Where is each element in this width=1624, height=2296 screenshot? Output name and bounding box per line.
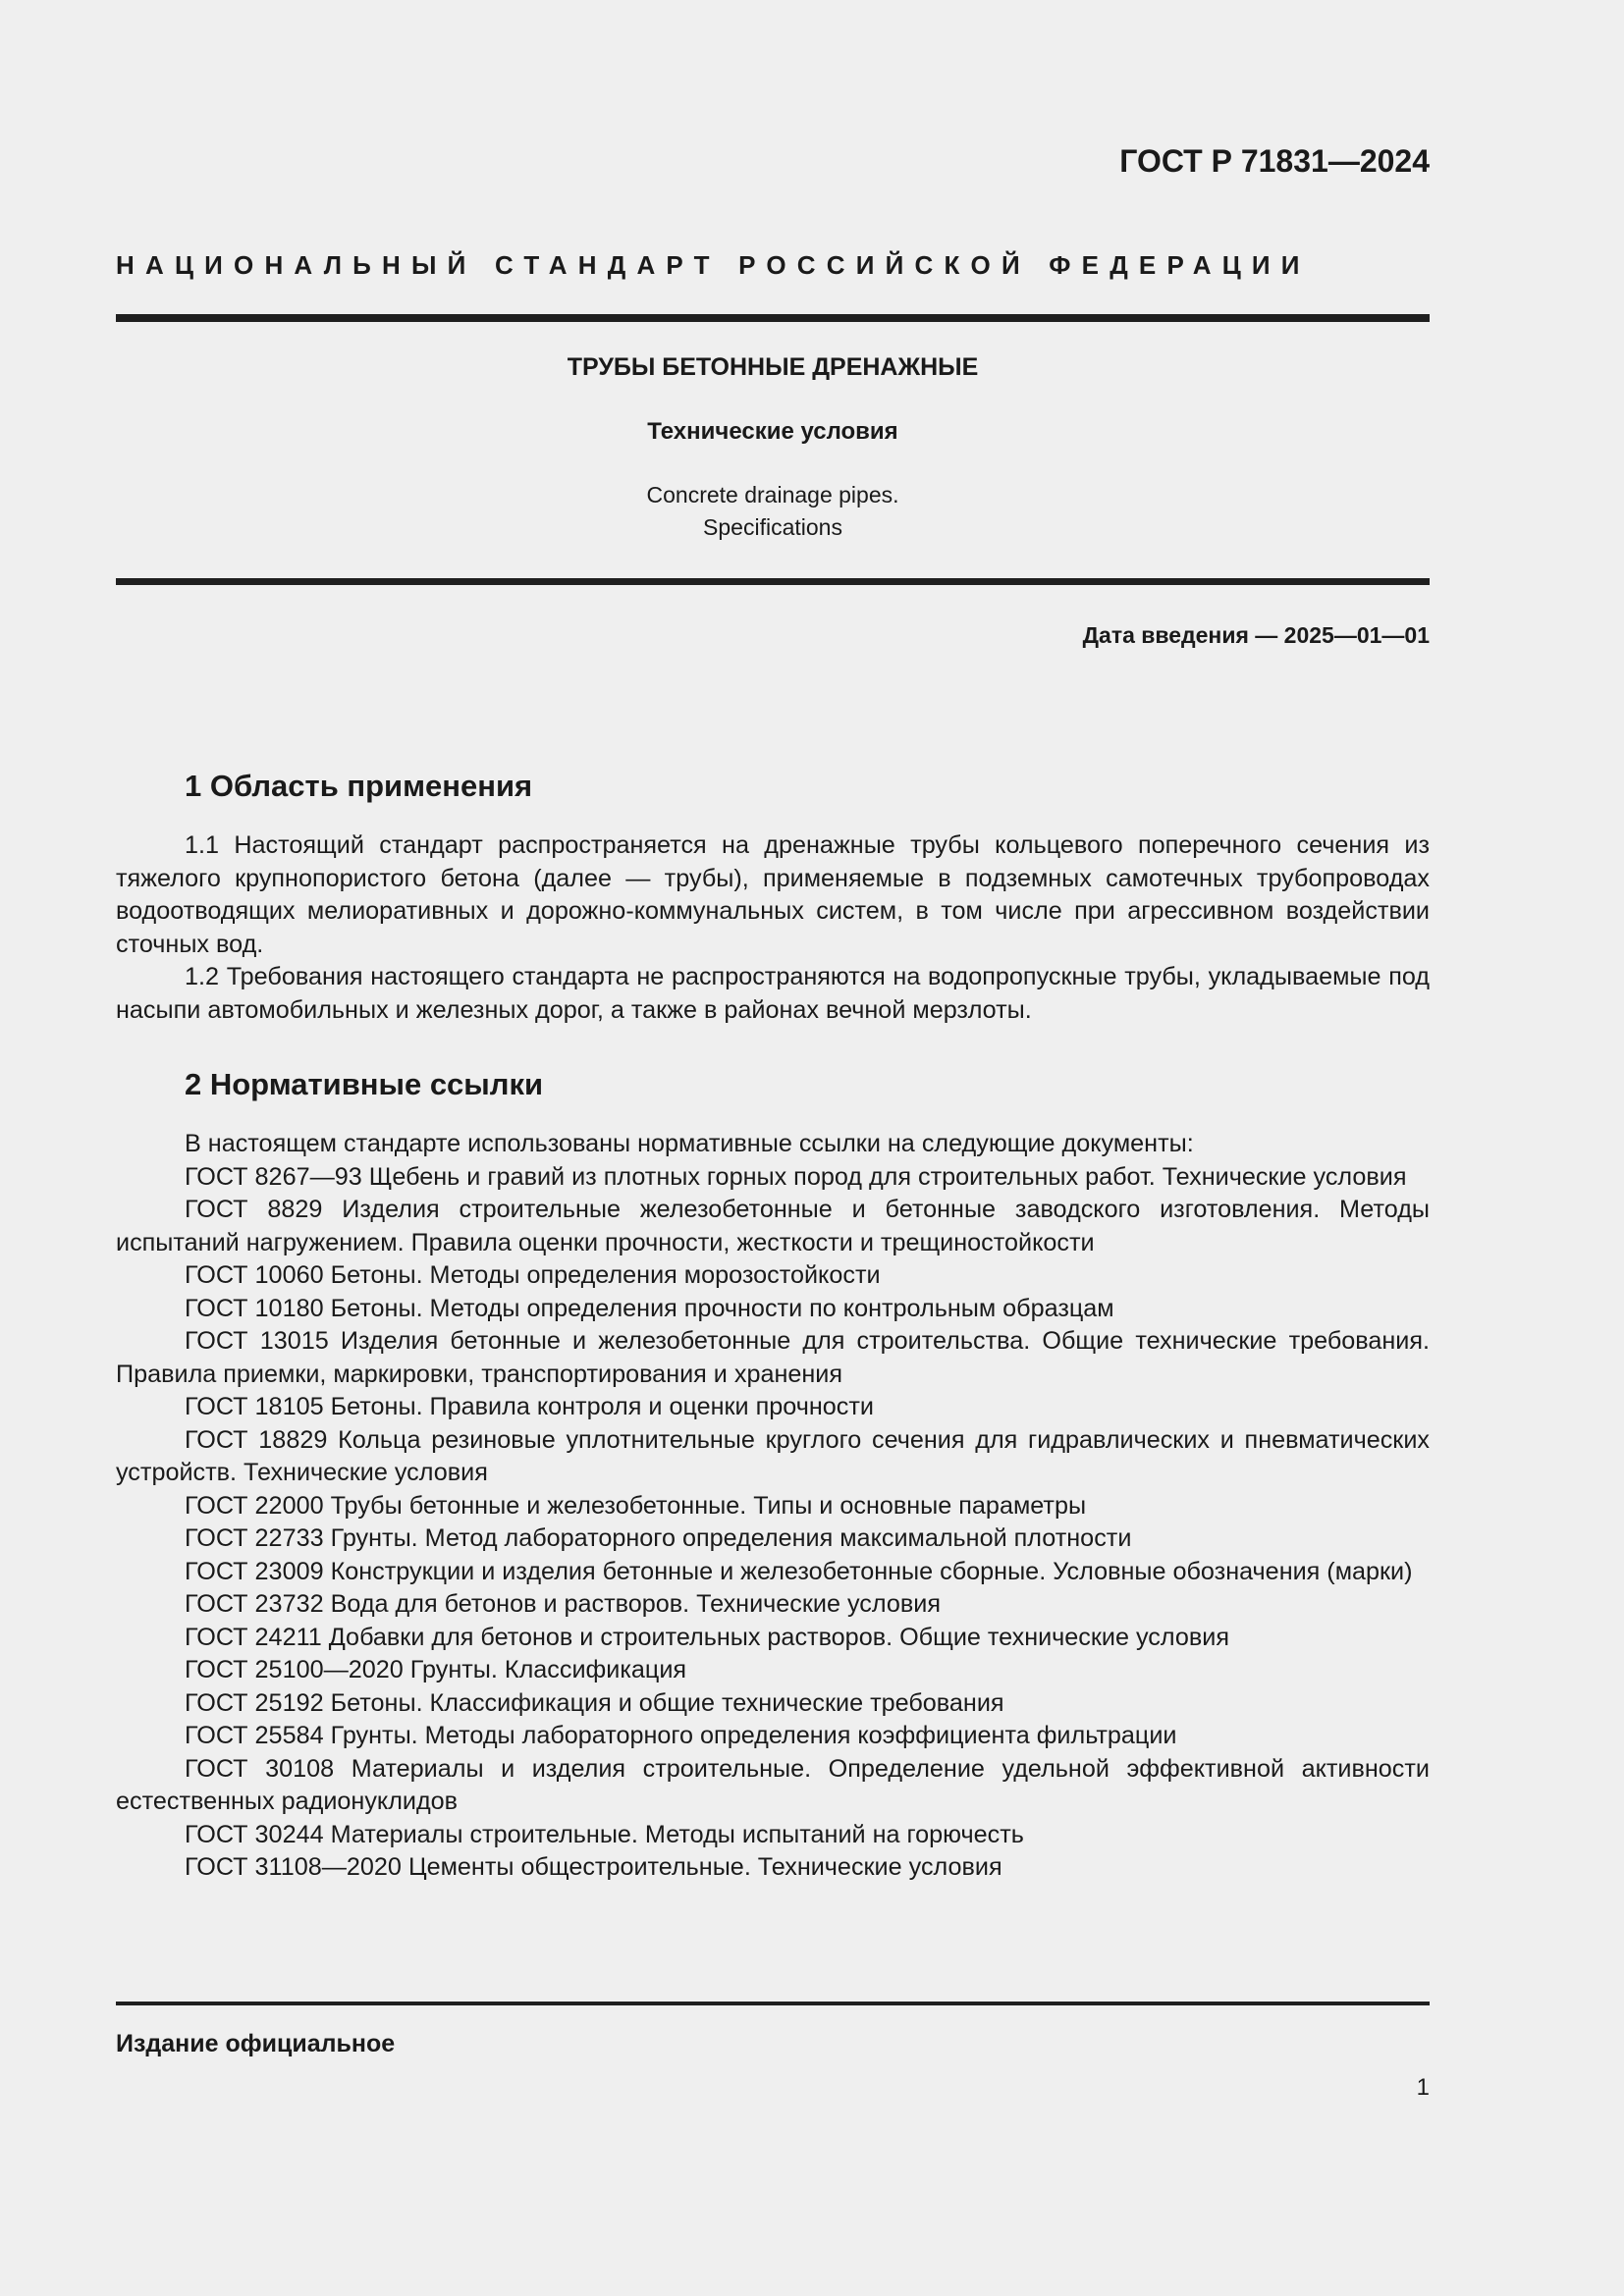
reference-item: ГОСТ 24211 Добавки для бетонов и строительных растворов. Общие технические условия (185, 1623, 1229, 1651)
document-subtitle: Технические условия (647, 418, 898, 445)
footer-divider (116, 2002, 1430, 2005)
english-title (116, 479, 1430, 544)
reference-item: ГОСТ 22733 Грунты. Метод лабораторного определения максимальной плотности (185, 1524, 1132, 1552)
reference-item: ГОСТ 25192 Бетоны. Классификация и общие технические требования (185, 1688, 1004, 1717)
reference-item: ГОСТ 23732 Вода для бетонов и растворов. Технические условия (185, 1590, 941, 1618)
page-number: 1 (1416, 2074, 1430, 2101)
references-intro: В настоящем стандарте использованы нормативные ссылки на следующие документы: (185, 1130, 1194, 1157)
reference-item: ГОСТ 18105 Бетоны. Правила контроля и оценки прочности (185, 1393, 874, 1420)
reference-item: ГОСТ 25100—2020 Грунты. Классификация (185, 1656, 687, 1683)
title-divider (116, 578, 1430, 585)
national-standard-title: НАЦИОНАЛЬНЫЙ СТАНДАРТ РОССИЙСКОЙ ФЕДЕРАЦИИ (116, 250, 1311, 280)
introduction-date: Дата введения — 2025—01—01 (1082, 622, 1430, 648)
header-divider (116, 314, 1430, 322)
references-list (116, 1128, 1430, 1885)
reference-item: ГОСТ 30244 Материалы строительные. Методы испытаний на горючесть (185, 1820, 1024, 1848)
document-code: ГОСТ Р 71831—2024 (1119, 143, 1430, 179)
reference-item: ГОСТ 22000 Трубы бетонные и железобетонные. Типы и основные параметры (185, 1491, 1087, 1520)
reference-item: ГОСТ 8829 Изделия строительные железобетонные и бетонные заводского изготовления. Методы испытаний нагружением. Правила оценки прочности, жесткости и трещиностойкости (116, 1196, 1430, 1256)
reference-item: ГОСТ 10060 Бетоны. Методы определения морозостойкости (185, 1261, 881, 1289)
official-edition-note: Издание официальное (116, 2030, 396, 2057)
section-scope-body (116, 829, 1430, 1027)
section-references-heading: 2 Нормативные ссылки (185, 1067, 544, 1101)
english-title-line-2: Specifications (703, 514, 842, 540)
document-page (116, 0, 1430, 2296)
reference-item: ГОСТ 10180 Бетоны. Методы определения прочности по контрольным образцам (185, 1294, 1114, 1322)
section-scope-heading: 1 Область применения (185, 769, 533, 803)
scope-paragraph: 1.2 Требования настоящего стандарта не распространяются на водопропускные трубы, укладываемые под насыпи автомобильных и железных дорог, а также в районах вечной мерзлоты. (116, 963, 1430, 1024)
reference-item: ГОСТ 30108 Материалы и изделия строительные. Определение удельной эффективной активности естественных радионуклидов (116, 1754, 1430, 1815)
reference-item: ГОСТ 31108—2020 Цементы общестроительные. Технические условия (185, 1853, 1002, 1881)
reference-item: ГОСТ 23009 Конструкции и изделия бетонные и железобетонные сборные. Условные обозначения (марки) (185, 1557, 1413, 1585)
reference-item: ГОСТ 18829 Кольца резиновые уплотнительные круглого сечения для гидравлических и пневматических устройств. Технические условия (116, 1425, 1430, 1486)
document-title: ТРУБЫ БЕТОННЫЕ ДРЕНАЖНЫЕ (567, 353, 979, 381)
scope-paragraph: 1.1 Настоящий стандарт распространяется на дренажные трубы кольцевого поперечного сечения из тяжелого крупнопористого бетона (далее — трубы), применяемые в подземных самотечных трубопроводах водоотводящих мелиоративных и дорожно-коммунальных систем, в том числе при агрессивном воздействии сточных вод. (116, 831, 1430, 958)
english-title-line-1: Concrete drainage pipes. (646, 482, 899, 507)
reference-item: ГОСТ 25584 Грунты. Методы лабораторного определения коэффициента фильтрации (185, 1722, 1177, 1749)
reference-item: ГОСТ 13015 Изделия бетонные и железобетонные для строительства. Общие технические требования. Правила приемки, маркировки, транспортирования и хранения (116, 1327, 1430, 1388)
reference-item: ГОСТ 8267—93 Щебень и гравий из плотных горных пород для строительных работ. Технические условия (185, 1162, 1407, 1191)
